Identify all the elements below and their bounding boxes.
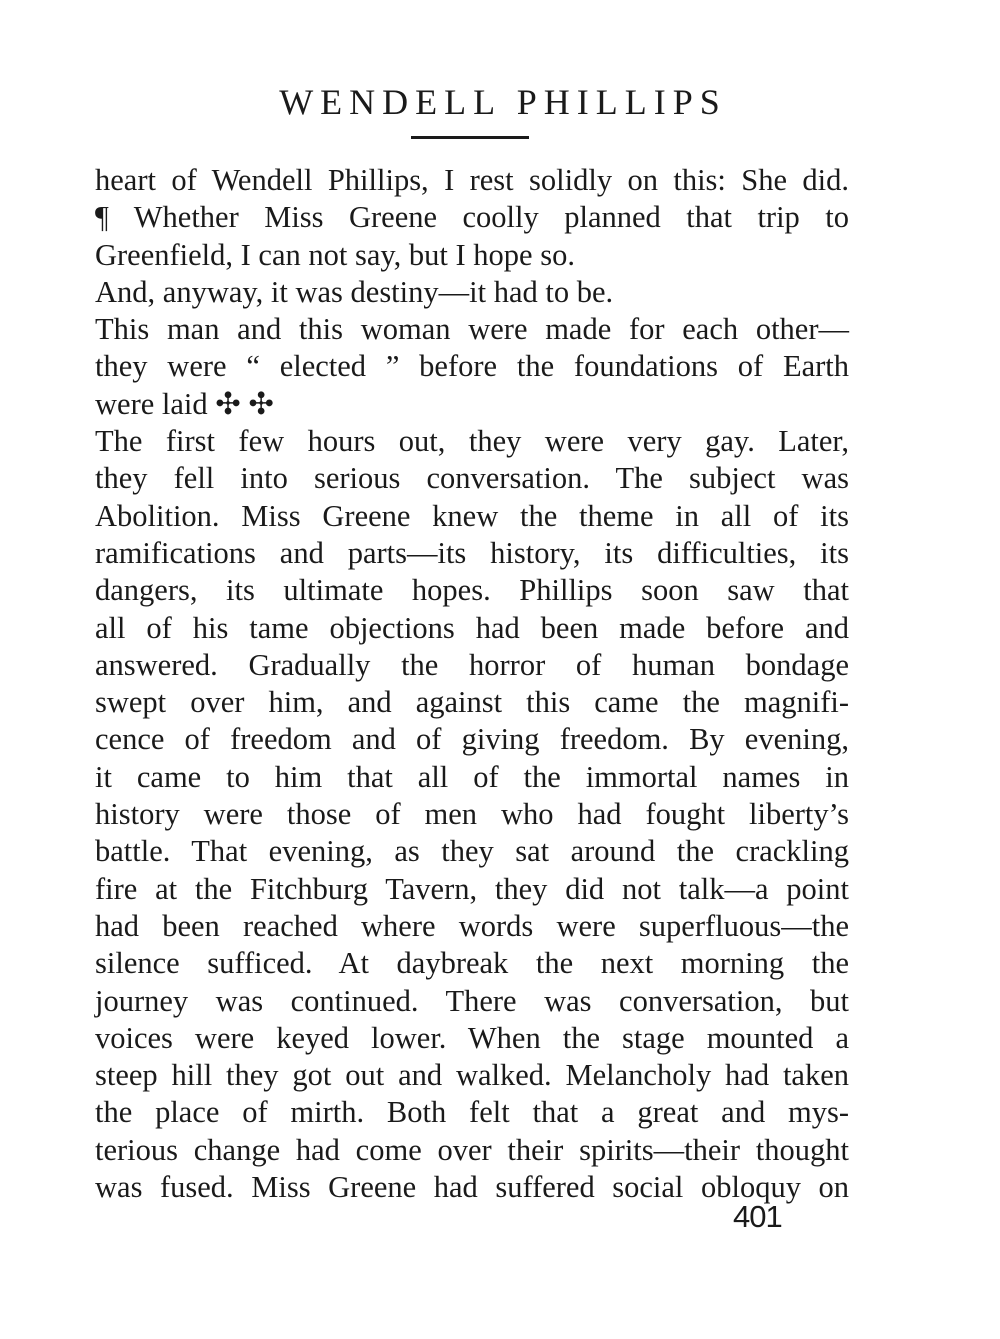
text-line: fire at the Fitchburg Tavern, they did not talk—a point	[95, 871, 849, 906]
text-line: ramifications and parts—its history, its difficulties, its	[95, 535, 849, 570]
text-line: was fused. Miss Greene had suffered social obloquy on	[95, 1170, 849, 1205]
text-line: the place of mirth. Both felt that a great and mys-	[95, 1095, 849, 1130]
text-line: battle. That evening, as they sat around the crackling	[95, 834, 849, 869]
text-line: heart of Wendell Phillips, I rest solidly on this: She did.	[95, 163, 849, 197]
text-line: terious change had come over their spirits—their thought	[95, 1132, 849, 1167]
text-line: ¶ Whether Miss Greene coolly planned that trip to	[95, 200, 849, 235]
text-line: history were those of men who had fought liberty’s	[95, 797, 849, 832]
text-line: dangers, its ultimate hopes. Phillips soon saw that	[95, 573, 849, 608]
running-head: WENDELL PHILLIPS	[279, 82, 727, 122]
header-rule	[411, 136, 529, 139]
body-text	[95, 162, 849, 1206]
page-number: 401	[733, 1199, 782, 1234]
text-line: all of his tame objections had been made before and	[95, 610, 849, 645]
text-line: had been reached where words were superfluous—the	[95, 908, 849, 943]
text-line: voices were keyed lower. When the stage mounted a	[95, 1020, 849, 1055]
text-line: they fell into serious conversation. The subject was	[95, 461, 849, 496]
text-line: answered. Gradually the horror of human bondage	[95, 647, 849, 682]
text-line: it came to him that all of the immortal names in	[95, 759, 849, 794]
text-line: journey was continued. There was conversation, but	[95, 983, 849, 1018]
text-line: they were “ elected ” before the foundations of Earth	[95, 349, 849, 384]
text-line: Abolition. Miss Greene knew the theme in all of its	[95, 498, 849, 533]
text-line: swept over him, and against this came the magnifi-	[95, 685, 849, 720]
text-line: were laid ✣ ✣	[95, 386, 274, 421]
text-line: And, anyway, it was destiny—it had to be.	[95, 274, 614, 309]
text-line: silence sufficed. At daybreak the next morning the	[95, 946, 849, 981]
text-line: Greenfield, I can not say, but I hope so.	[95, 237, 575, 272]
text-line: The first few hours out, they were very gay. Later,	[95, 424, 849, 459]
text-line: This man and this woman were made for each other—	[95, 312, 849, 347]
text-line: cence of freedom and of giving freedom. By evening,	[95, 722, 849, 757]
text-line: steep hill they got out and walked. Melancholy had taken	[95, 1058, 849, 1093]
